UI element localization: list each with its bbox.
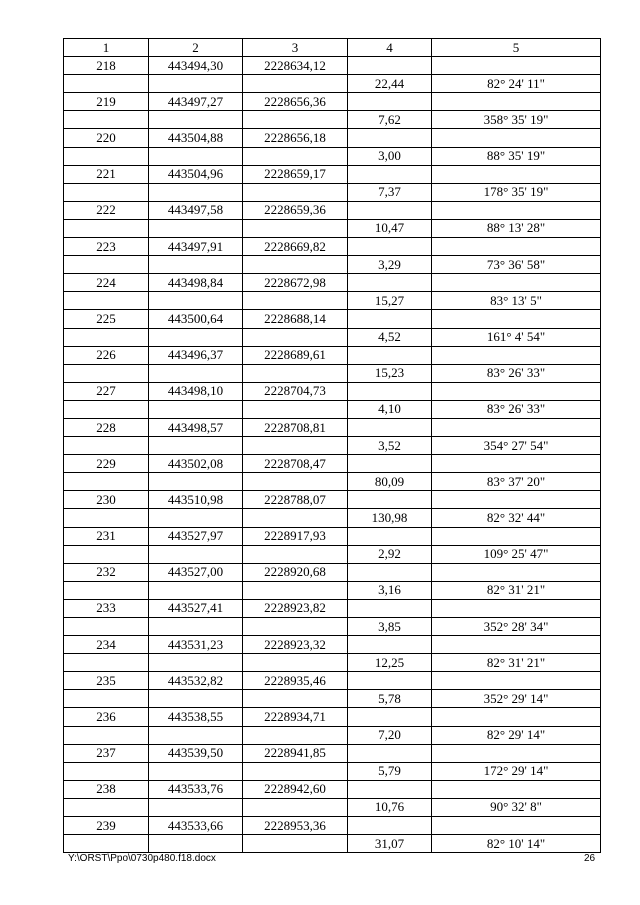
length-cell: 5,79 xyxy=(348,762,432,780)
x-coordinate-cell: 443527,97 xyxy=(149,527,243,545)
direction-angle-cell: 82° 31' 21" xyxy=(432,654,601,672)
point-row xyxy=(64,129,601,147)
empty-cell xyxy=(432,201,601,219)
x-coordinate-cell: 443533,66 xyxy=(149,817,243,835)
point-number-cell: 219 xyxy=(64,93,149,111)
segment-row xyxy=(64,183,601,201)
empty-cell xyxy=(348,636,432,654)
direction-angle-cell: 73° 36' 58" xyxy=(432,256,601,274)
y-coordinate-cell: 2228669,82 xyxy=(243,238,348,256)
empty-cell xyxy=(149,618,243,636)
empty-cell xyxy=(64,654,149,672)
segment-row xyxy=(64,473,601,491)
empty-cell xyxy=(348,455,432,473)
empty-cell xyxy=(243,690,348,708)
segment-row xyxy=(64,545,601,563)
empty-cell xyxy=(243,835,348,853)
empty-cell xyxy=(348,201,432,219)
empty-cell xyxy=(64,219,149,237)
x-coordinate-cell: 443494,30 xyxy=(149,57,243,75)
y-coordinate-cell: 2228688,14 xyxy=(243,310,348,328)
length-cell: 130,98 xyxy=(348,509,432,527)
point-row xyxy=(64,238,601,256)
point-row xyxy=(64,563,601,581)
empty-cell xyxy=(432,274,601,292)
length-cell: 4,52 xyxy=(348,328,432,346)
point-number-cell: 237 xyxy=(64,744,149,762)
empty-cell xyxy=(243,618,348,636)
empty-cell xyxy=(432,744,601,762)
empty-cell xyxy=(64,690,149,708)
point-number-cell: 236 xyxy=(64,708,149,726)
empty-cell xyxy=(149,762,243,780)
empty-cell xyxy=(149,654,243,672)
y-coordinate-cell: 2228935,46 xyxy=(243,672,348,690)
x-coordinate-cell: 443527,00 xyxy=(149,563,243,581)
empty-cell xyxy=(432,708,601,726)
empty-cell xyxy=(348,93,432,111)
length-cell: 80,09 xyxy=(348,473,432,491)
length-cell: 7,37 xyxy=(348,183,432,201)
empty-cell xyxy=(348,382,432,400)
length-cell: 15,27 xyxy=(348,292,432,310)
point-number-cell: 224 xyxy=(64,274,149,292)
length-cell: 4,10 xyxy=(348,400,432,418)
empty-cell xyxy=(348,599,432,617)
empty-cell xyxy=(243,726,348,744)
empty-cell xyxy=(243,509,348,527)
empty-cell xyxy=(149,75,243,93)
empty-cell xyxy=(149,581,243,599)
point-row xyxy=(64,491,601,509)
coordinates-table xyxy=(63,38,601,853)
point-number-cell: 221 xyxy=(64,165,149,183)
length-cell: 3,29 xyxy=(348,256,432,274)
empty-cell xyxy=(243,147,348,165)
point-number-cell: 226 xyxy=(64,346,149,364)
point-row xyxy=(64,310,601,328)
length-cell: 31,07 xyxy=(348,835,432,853)
point-row xyxy=(64,527,601,545)
length-cell: 10,76 xyxy=(348,798,432,816)
direction-angle-cell: 352° 29' 14" xyxy=(432,690,601,708)
x-coordinate-cell: 443532,82 xyxy=(149,672,243,690)
empty-cell xyxy=(149,509,243,527)
empty-cell xyxy=(64,400,149,418)
direction-angle-cell: 358° 35' 19" xyxy=(432,111,601,129)
empty-cell xyxy=(432,636,601,654)
empty-cell xyxy=(149,328,243,346)
point-row xyxy=(64,274,601,292)
segment-row xyxy=(64,364,601,382)
x-coordinate-cell: 443496,37 xyxy=(149,346,243,364)
empty-cell xyxy=(432,238,601,256)
direction-angle-cell: 83° 26' 33" xyxy=(432,364,601,382)
empty-cell xyxy=(432,491,601,509)
y-coordinate-cell: 2228656,36 xyxy=(243,93,348,111)
point-row xyxy=(64,708,601,726)
segment-row xyxy=(64,509,601,527)
point-number-cell: 231 xyxy=(64,527,149,545)
segment-row xyxy=(64,762,601,780)
header-cell-3: 3 xyxy=(243,39,348,57)
point-number-cell: 234 xyxy=(64,636,149,654)
direction-angle-cell: 83° 26' 33" xyxy=(432,400,601,418)
direction-angle-cell: 83° 37' 20" xyxy=(432,473,601,491)
direction-angle-cell: 82° 24' 11" xyxy=(432,75,601,93)
point-row xyxy=(64,382,601,400)
empty-cell xyxy=(348,708,432,726)
empty-cell xyxy=(243,364,348,382)
empty-cell xyxy=(64,726,149,744)
empty-cell xyxy=(348,310,432,328)
empty-cell xyxy=(348,165,432,183)
y-coordinate-cell: 2228788,07 xyxy=(243,491,348,509)
direction-angle-cell: 82° 32' 44" xyxy=(432,509,601,527)
point-row xyxy=(64,636,601,654)
empty-cell xyxy=(432,817,601,835)
segment-row xyxy=(64,147,601,165)
x-coordinate-cell: 443498,57 xyxy=(149,418,243,436)
length-cell: 2,92 xyxy=(348,545,432,563)
segment-row xyxy=(64,328,601,346)
empty-cell xyxy=(348,129,432,147)
segment-row xyxy=(64,111,601,129)
point-row xyxy=(64,599,601,617)
empty-cell xyxy=(64,75,149,93)
segment-row xyxy=(64,726,601,744)
header-cell-1: 1 xyxy=(64,39,149,57)
direction-angle-cell: 178° 35' 19" xyxy=(432,183,601,201)
direction-angle-cell: 88° 13' 28" xyxy=(432,219,601,237)
length-cell: 3,85 xyxy=(348,618,432,636)
empty-cell xyxy=(149,473,243,491)
empty-cell xyxy=(64,437,149,455)
x-coordinate-cell: 443527,41 xyxy=(149,599,243,617)
empty-cell xyxy=(243,762,348,780)
empty-cell xyxy=(64,292,149,310)
point-number-cell: 239 xyxy=(64,817,149,835)
point-number-cell: 238 xyxy=(64,780,149,798)
length-cell: 3,16 xyxy=(348,581,432,599)
point-row xyxy=(64,817,601,835)
direction-angle-cell: 90° 32' 8" xyxy=(432,798,601,816)
empty-cell xyxy=(243,545,348,563)
length-cell: 22,44 xyxy=(348,75,432,93)
x-coordinate-cell: 443497,58 xyxy=(149,201,243,219)
empty-cell xyxy=(243,183,348,201)
empty-cell xyxy=(348,527,432,545)
length-cell: 7,62 xyxy=(348,111,432,129)
x-coordinate-cell: 443502,08 xyxy=(149,455,243,473)
y-coordinate-cell: 2228917,93 xyxy=(243,527,348,545)
empty-cell xyxy=(64,147,149,165)
empty-cell xyxy=(243,219,348,237)
y-coordinate-cell: 2228953,36 xyxy=(243,817,348,835)
empty-cell xyxy=(64,111,149,129)
empty-cell xyxy=(243,328,348,346)
empty-cell xyxy=(348,274,432,292)
empty-cell xyxy=(348,418,432,436)
segment-row xyxy=(64,256,601,274)
x-coordinate-cell: 443510,98 xyxy=(149,491,243,509)
empty-cell xyxy=(149,292,243,310)
header-row xyxy=(64,39,601,57)
x-coordinate-cell: 443538,55 xyxy=(149,708,243,726)
empty-cell xyxy=(432,57,601,75)
segment-row xyxy=(64,219,601,237)
empty-cell xyxy=(348,346,432,364)
point-number-cell: 233 xyxy=(64,599,149,617)
point-row xyxy=(64,201,601,219)
table-body xyxy=(64,39,601,853)
empty-cell xyxy=(243,111,348,129)
segment-row xyxy=(64,581,601,599)
point-row xyxy=(64,93,601,111)
point-number-cell: 222 xyxy=(64,201,149,219)
empty-cell xyxy=(432,310,601,328)
length-cell: 3,52 xyxy=(348,437,432,455)
empty-cell xyxy=(149,147,243,165)
empty-cell xyxy=(64,473,149,491)
point-number-cell: 223 xyxy=(64,238,149,256)
empty-cell xyxy=(432,672,601,690)
x-coordinate-cell: 443504,96 xyxy=(149,165,243,183)
segment-row xyxy=(64,654,601,672)
empty-cell xyxy=(348,744,432,762)
empty-cell xyxy=(432,563,601,581)
point-row xyxy=(64,744,601,762)
empty-cell xyxy=(64,509,149,527)
direction-angle-cell: 352° 28' 34" xyxy=(432,618,601,636)
empty-cell xyxy=(149,111,243,129)
y-coordinate-cell: 2228920,68 xyxy=(243,563,348,581)
empty-cell xyxy=(243,292,348,310)
empty-cell xyxy=(243,400,348,418)
empty-cell xyxy=(243,256,348,274)
empty-cell xyxy=(243,654,348,672)
empty-cell xyxy=(348,238,432,256)
length-cell: 10,47 xyxy=(348,219,432,237)
segment-row xyxy=(64,292,601,310)
empty-cell xyxy=(243,473,348,491)
point-row xyxy=(64,165,601,183)
x-coordinate-cell: 443497,27 xyxy=(149,93,243,111)
empty-cell xyxy=(64,328,149,346)
empty-cell xyxy=(149,545,243,563)
x-coordinate-cell: 443497,91 xyxy=(149,238,243,256)
direction-angle-cell: 88° 35' 19" xyxy=(432,147,601,165)
header-cell-2: 2 xyxy=(149,39,243,57)
y-coordinate-cell: 2228934,71 xyxy=(243,708,348,726)
empty-cell xyxy=(149,835,243,853)
empty-cell xyxy=(243,798,348,816)
empty-cell xyxy=(432,455,601,473)
header-cell-4: 4 xyxy=(348,39,432,57)
y-coordinate-cell: 2228656,18 xyxy=(243,129,348,147)
empty-cell xyxy=(348,491,432,509)
segment-row xyxy=(64,437,601,455)
y-coordinate-cell: 2228708,81 xyxy=(243,418,348,436)
empty-cell xyxy=(64,762,149,780)
footer-file-path: Y:\ORST\Ppo\0730p480.f18.docx xyxy=(68,853,216,864)
point-number-cell: 230 xyxy=(64,491,149,509)
point-row xyxy=(64,346,601,364)
empty-cell xyxy=(432,599,601,617)
empty-cell xyxy=(149,798,243,816)
empty-cell xyxy=(64,256,149,274)
point-number-cell: 232 xyxy=(64,563,149,581)
empty-cell xyxy=(64,618,149,636)
empty-cell xyxy=(348,817,432,835)
x-coordinate-cell: 443504,88 xyxy=(149,129,243,147)
empty-cell xyxy=(243,75,348,93)
empty-cell xyxy=(149,219,243,237)
empty-cell xyxy=(432,93,601,111)
point-number-cell: 229 xyxy=(64,455,149,473)
x-coordinate-cell: 443539,50 xyxy=(149,744,243,762)
point-row xyxy=(64,672,601,690)
empty-cell xyxy=(432,780,601,798)
empty-cell xyxy=(149,400,243,418)
empty-cell xyxy=(348,780,432,798)
point-number-cell: 235 xyxy=(64,672,149,690)
segment-row xyxy=(64,75,601,93)
empty-cell xyxy=(149,256,243,274)
point-row xyxy=(64,418,601,436)
empty-cell xyxy=(432,527,601,545)
y-coordinate-cell: 2228672,98 xyxy=(243,274,348,292)
point-number-cell: 218 xyxy=(64,57,149,75)
y-coordinate-cell: 2228941,85 xyxy=(243,744,348,762)
point-number-cell: 227 xyxy=(64,382,149,400)
empty-cell xyxy=(149,364,243,382)
empty-cell xyxy=(64,183,149,201)
point-number-cell: 225 xyxy=(64,310,149,328)
segment-row xyxy=(64,618,601,636)
empty-cell xyxy=(149,726,243,744)
direction-angle-cell: 83° 13' 5" xyxy=(432,292,601,310)
point-number-cell: 228 xyxy=(64,418,149,436)
y-coordinate-cell: 2228923,32 xyxy=(243,636,348,654)
length-cell: 5,78 xyxy=(348,690,432,708)
direction-angle-cell: 354° 27' 54" xyxy=(432,437,601,455)
point-row xyxy=(64,57,601,75)
empty-cell xyxy=(149,690,243,708)
length-cell: 3,00 xyxy=(348,147,432,165)
x-coordinate-cell: 443498,84 xyxy=(149,274,243,292)
empty-cell xyxy=(64,835,149,853)
segment-row xyxy=(64,835,601,853)
x-coordinate-cell: 443500,64 xyxy=(149,310,243,328)
empty-cell xyxy=(348,563,432,581)
point-row xyxy=(64,780,601,798)
direction-angle-cell: 109° 25' 47" xyxy=(432,545,601,563)
empty-cell xyxy=(64,581,149,599)
direction-angle-cell: 82° 31' 21" xyxy=(432,581,601,599)
empty-cell xyxy=(432,418,601,436)
empty-cell xyxy=(149,437,243,455)
y-coordinate-cell: 2228659,17 xyxy=(243,165,348,183)
empty-cell xyxy=(348,57,432,75)
footer-page-number: 26 xyxy=(584,853,596,864)
empty-cell xyxy=(432,165,601,183)
x-coordinate-cell: 443533,76 xyxy=(149,780,243,798)
empty-cell xyxy=(243,437,348,455)
y-coordinate-cell: 2228689,61 xyxy=(243,346,348,364)
length-cell: 15,23 xyxy=(348,364,432,382)
point-row xyxy=(64,455,601,473)
x-coordinate-cell: 443498,10 xyxy=(149,382,243,400)
segment-row xyxy=(64,798,601,816)
segment-row xyxy=(64,400,601,418)
x-coordinate-cell: 443531,23 xyxy=(149,636,243,654)
empty-cell xyxy=(432,382,601,400)
y-coordinate-cell: 2228704,73 xyxy=(243,382,348,400)
empty-cell xyxy=(432,346,601,364)
empty-cell xyxy=(432,129,601,147)
empty-cell xyxy=(348,672,432,690)
length-cell: 7,20 xyxy=(348,726,432,744)
header-cell-5: 5 xyxy=(432,39,601,57)
point-number-cell: 220 xyxy=(64,129,149,147)
direction-angle-cell: 82° 29' 14" xyxy=(432,726,601,744)
empty-cell xyxy=(64,798,149,816)
length-cell: 12,25 xyxy=(348,654,432,672)
direction-angle-cell: 161° 4' 54" xyxy=(432,328,601,346)
y-coordinate-cell: 2228634,12 xyxy=(243,57,348,75)
empty-cell xyxy=(64,545,149,563)
segment-row xyxy=(64,690,601,708)
empty-cell xyxy=(64,364,149,382)
empty-cell xyxy=(243,581,348,599)
y-coordinate-cell: 2228659,36 xyxy=(243,201,348,219)
y-coordinate-cell: 2228942,60 xyxy=(243,780,348,798)
y-coordinate-cell: 2228923,82 xyxy=(243,599,348,617)
direction-angle-cell: 82° 10' 14" xyxy=(432,835,601,853)
direction-angle-cell: 172° 29' 14" xyxy=(432,762,601,780)
y-coordinate-cell: 2228708,47 xyxy=(243,455,348,473)
empty-cell xyxy=(149,183,243,201)
